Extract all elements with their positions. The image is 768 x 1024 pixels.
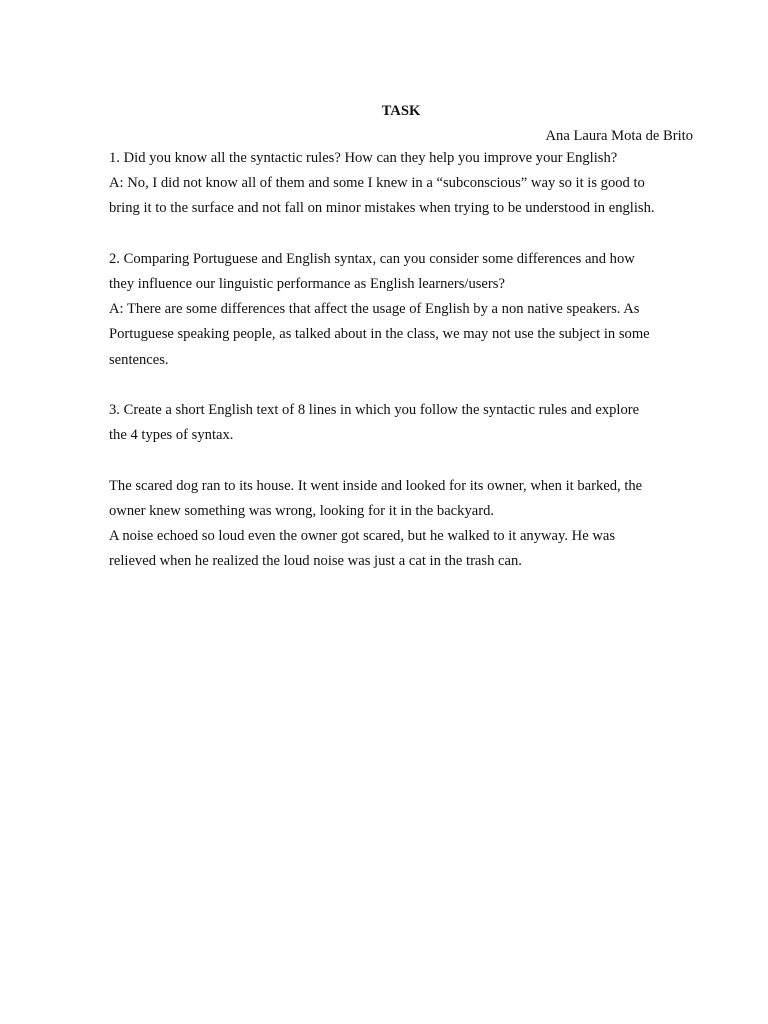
answer-1-line-1: A: No, I did not know all of them and some I knew in a “subconscious” way so it is good to: [109, 175, 645, 192]
paragraph-gap: [109, 448, 693, 473]
question-3-block: [109, 398, 693, 448]
paragraph-gap: [109, 222, 693, 247]
question-2-line-1: 2. Comparing Portuguese and English syntax, can you consider some differences and how: [109, 250, 635, 267]
question-1-text: 1. Did you know all the syntactic rules? How can they help you improve your English?: [109, 150, 618, 166]
question-3-line-1: 3. Create a short English text of 8 lines in which you follow the syntactic rules and explore: [109, 402, 640, 418]
document-title: TASK: [381, 103, 421, 119]
question-2-line-2: they influence our linguistic performance as English learners/users?: [109, 276, 505, 292]
answer-2-line-3: sentences.: [109, 351, 169, 368]
story-line-3: A noise echoed so loud even the owner got scared, but he walked to it anyway. He was: [109, 528, 616, 544]
story-block: [109, 474, 693, 575]
story-line-2: owner knew something was wrong, looking for it in the backyard.: [109, 502, 495, 519]
question-1-block: [109, 146, 693, 222]
answer-2-line-1: A: There are some differences that affect the usage of English by a non native speakers. As: [109, 301, 640, 318]
question-3-line-2: the 4 types of syntax.: [109, 427, 234, 444]
answer-2-line-2: Portuguese speaking people, as talked about in the class, we may not use the subject in some: [109, 326, 650, 343]
story-line-4: relieved when he realized the loud noise was just a cat in the trash can.: [109, 553, 522, 570]
story-line-1: The scared dog ran to its house. It went inside and looked for its owner, when it barked, the: [109, 477, 643, 494]
author-name: Ana Laura Mota de Brito: [545, 128, 693, 144]
document-content: [109, 101, 693, 574]
question-2-block: [109, 247, 693, 373]
paragraph-gap: [109, 373, 693, 398]
answer-1-line-2: bring it to the surface and not fall on minor mistakes when trying to be understood in english.: [109, 200, 655, 217]
